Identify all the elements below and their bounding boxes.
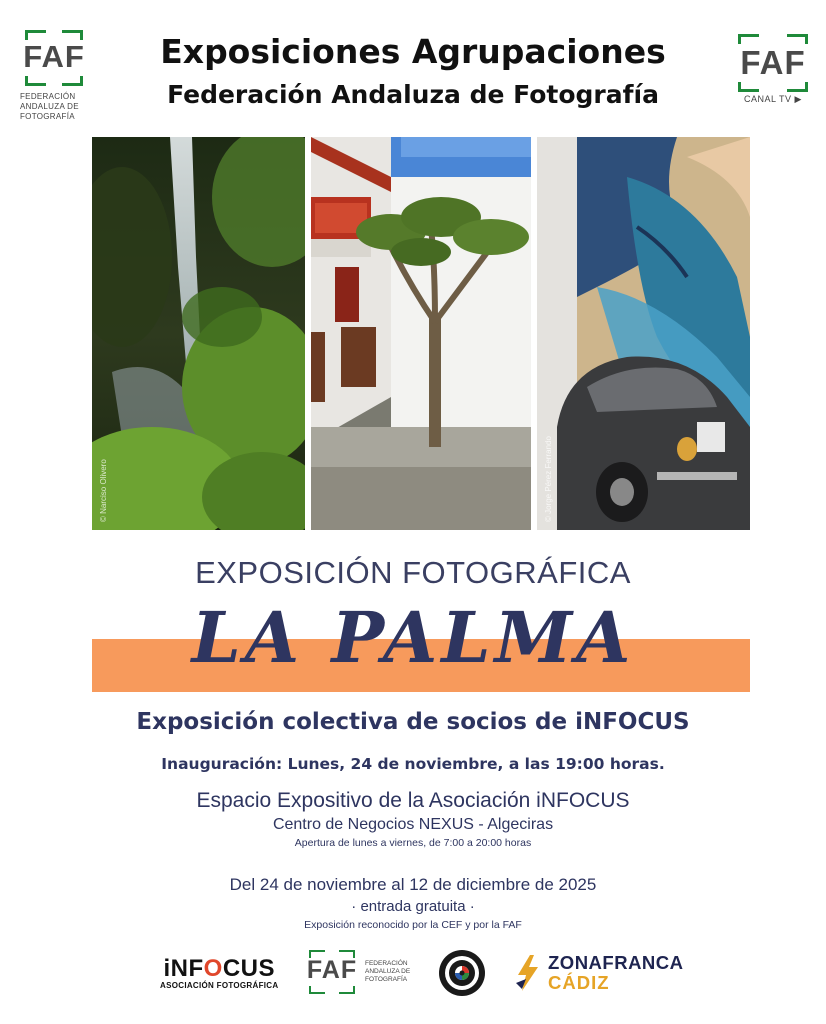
exhibition-name: LA PALMA [191, 596, 635, 679]
exhibition-subtitle: Exposición colectiva de socios de iNFOCUS [136, 709, 690, 735]
zonafranca-bolt-icon [512, 953, 542, 993]
faf-logo-mark [305, 950, 359, 994]
faf-logo-mark [734, 34, 812, 92]
canal-tv-caption: CANAL TV ▶ [744, 94, 802, 104]
photo-dragon-tree [311, 137, 531, 530]
photo-waterfall [92, 137, 305, 530]
admission-text: · entrada gratuita · [351, 898, 475, 915]
infocus-logo-tagline: ASOCIACIÓN FOTOGRÁFICA [160, 981, 279, 990]
faf-logo-mark [21, 30, 87, 86]
opening-hours-text: Apertura de lunes a viernes, de 7:00 a 20:00 horas [294, 837, 532, 849]
recognition-text: Exposición reconocido por la CEF y por la FAF [304, 919, 522, 931]
mural-car-image [537, 137, 750, 530]
location-text: Centro de Negocios NEXUS - Algeciras [272, 816, 554, 833]
venue-text: Espacio Expositivo de la Asociación iNFOCUS [196, 789, 630, 812]
zonafranca-name: ZONAFRANCA [548, 952, 684, 973]
faf-logo-text: FAF [23, 39, 85, 74]
page-subtitle: Federación Andaluza de Fotografía [167, 80, 659, 109]
faf-sponsor-subtitle: FEDERACIÓN ANDALUZA DE FOTOGRAFÍA [365, 960, 411, 983]
infocus-logo-name: iNFOCUS [163, 955, 275, 982]
infocus-logo [160, 955, 278, 990]
faf-canal-tv-logo [734, 34, 812, 105]
photo-credit: © Jorge Pérez Ferrando [544, 436, 553, 522]
waterfall-image [92, 137, 305, 530]
faf-logo-left [20, 30, 88, 122]
cef-camera-lens-icon [437, 948, 487, 998]
inauguration-text: Inauguración: Lunes, 24 de noviembre, a las 19:00 horas. [161, 755, 665, 773]
dates-text: Del 24 de noviembre al 12 de diciembre de 2025 [229, 875, 597, 894]
faf-sponsor-logo [305, 950, 419, 994]
photo-mural-car [537, 137, 750, 530]
faf-logo-text: FAF [740, 44, 806, 81]
faf-logo-text: FAF [306, 956, 358, 984]
zonafranca-city: CÁDIZ [548, 972, 610, 993]
photo-credit: © Narciso Olivero [99, 459, 108, 522]
dragon-tree-image [311, 137, 531, 530]
faf-logo-subtitle: FEDERACIÓN ANDALUZA DE FOTOGRAFÍA [20, 92, 79, 121]
photo-triptych [92, 137, 750, 530]
page-title: Exposiciones Agrupaciones [160, 32, 666, 71]
zonafranca-cadiz-logo [512, 952, 684, 994]
exhibition-heading: EXPOSICIÓN FOTOGRÁFICA [195, 555, 631, 590]
